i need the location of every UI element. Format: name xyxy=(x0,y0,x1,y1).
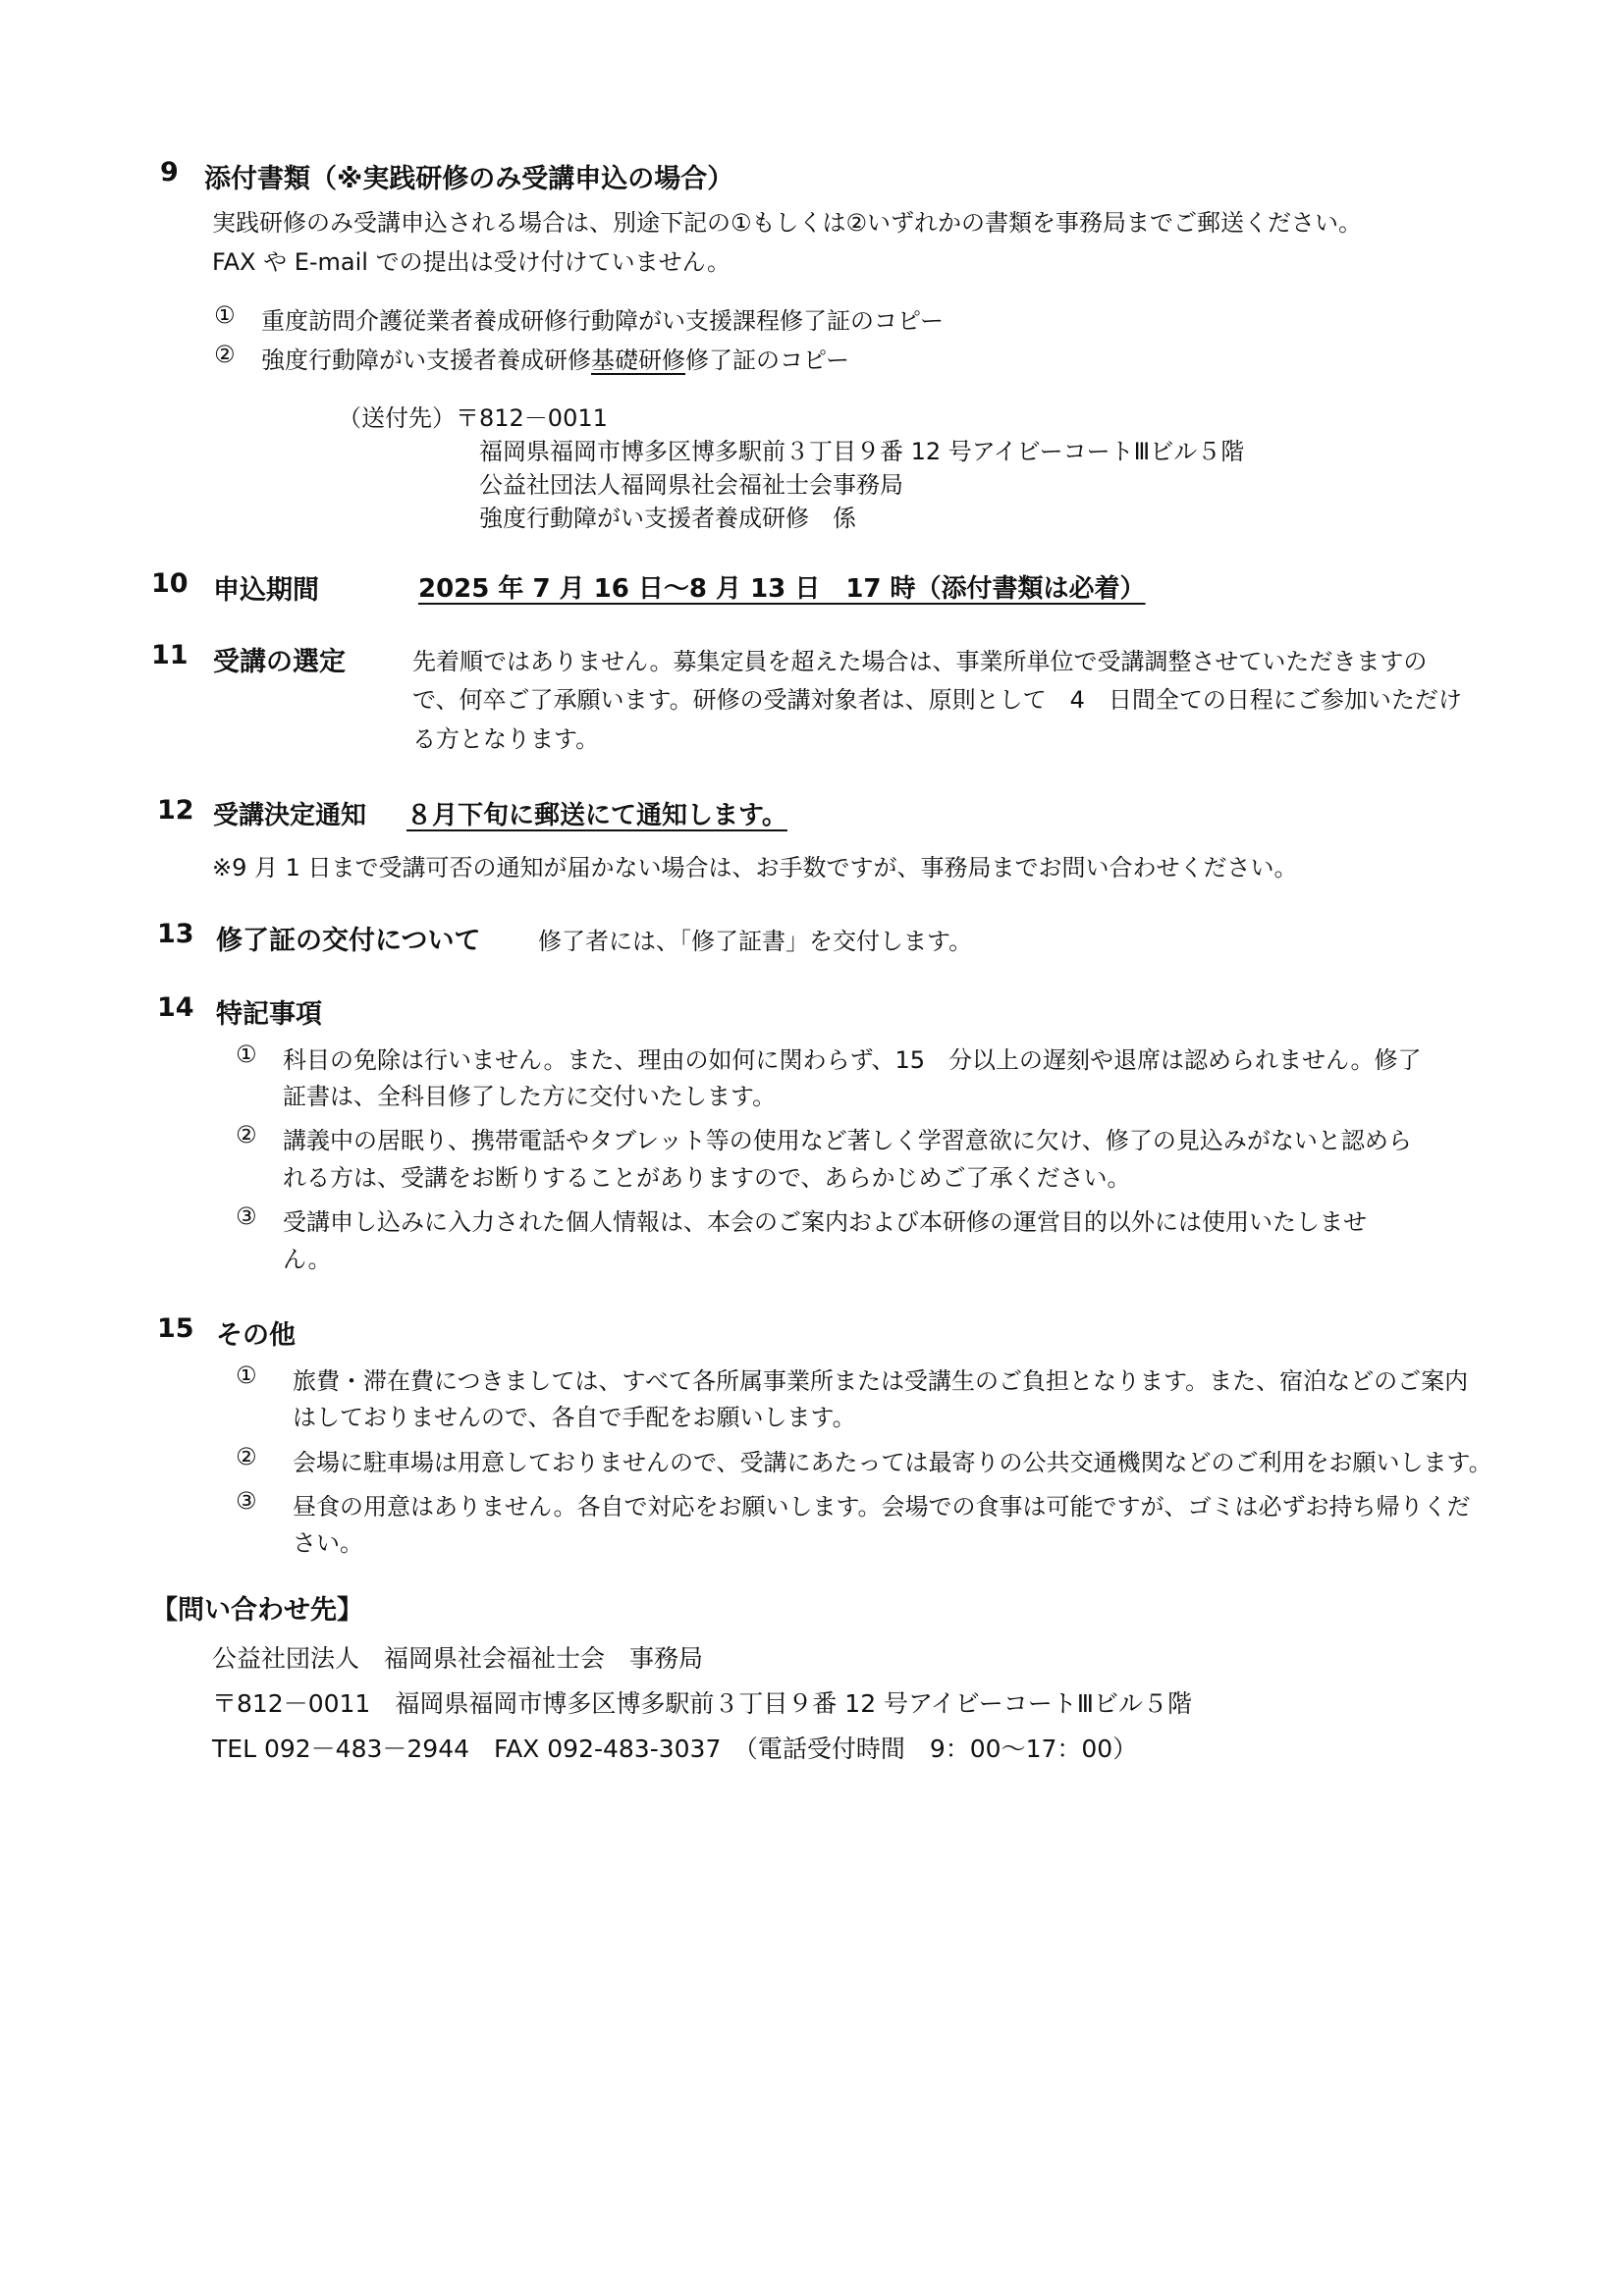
section-14-item-2-marker: ② xyxy=(236,1121,257,1148)
section-14-item-3-marker: ③ xyxy=(236,1202,257,1230)
contact-heading: 【問い合わせ先】 xyxy=(151,1595,363,1626)
section-11-number: 11 xyxy=(151,640,189,670)
contact-address: 〒812－0011 福岡県福岡市博多区博多駅前３丁目９番 12 号アイビーコートⅢビル５階 xyxy=(212,1689,1193,1718)
section-9-item-1-marker: ① xyxy=(214,301,236,329)
section-9-paragraph-2: FAX や E-mail での提出は受け付けていません。 xyxy=(212,248,731,276)
section-11-title: 受講の選定 xyxy=(213,647,346,677)
section-15-number: 15 xyxy=(157,1313,194,1344)
section-14-item-1-line-1: 科目の免除は行いません。また、理由の如何に関わらず、15 分以上の遅刻や退席は認められません。修了 xyxy=(283,1046,1422,1074)
section-9-number: 9 xyxy=(160,157,179,187)
notification-value: ８月下旬に郵送にて通知します。 xyxy=(406,801,787,830)
section-15-item-2-line-1: 会場に駐車場は用意しておりませんので、受講にあたっては最寄りの公共交通機関などのご利用をお願いします。 xyxy=(293,1449,1492,1476)
section-11-line-3: る方となります。 xyxy=(412,725,600,753)
section-9-title: 添付書類（※実践研修のみ受講申込の場合） xyxy=(204,164,734,194)
section-15-item-3-line-2: さい。 xyxy=(293,1529,363,1557)
section-12-title: 受講決定通知 xyxy=(213,801,367,830)
section-15-item-1-line-2: はしておりませんので、各自で手配をお願いします。 xyxy=(293,1404,856,1431)
section-13-text: 修了者には、「修了証書」を交付します。 xyxy=(538,928,973,955)
section-14-item-3-line-2: ん。 xyxy=(283,1246,332,1273)
section-15-item-2-marker: ② xyxy=(236,1443,257,1470)
section-9-item-2-text: 強度行動障がい支援者養成研修基礎研修修了証のコピー xyxy=(261,347,850,374)
section-14-item-2-line-1: 講義中の居眠り、携帯電話やタブレット等の使用など著しく学習意欲に欠け、修了の見込みがないと認めら xyxy=(283,1127,1412,1154)
section-15-item-1-line-1: 旅費・滞在費につきましては、すべて各所属事業所または受講生のご負担となります。また、宿泊などのご案内 xyxy=(293,1367,1469,1395)
section-11-line-1: 先着順ではありません。募集定員を超えた場合は、事業所単位で受講調整させていただきますの xyxy=(412,648,1428,675)
section-9-item-1-text: 重度訪問介護従業者養成研修行動障がい支援課程修了証のコピー xyxy=(261,307,945,335)
section-14-number: 14 xyxy=(157,992,194,1023)
send-to-attention: 強度行動障がい支援者養成研修 係 xyxy=(479,505,856,532)
section-13-number: 13 xyxy=(157,919,194,949)
section-15-item-3-line-1: 昼食の用意はありません。各自で対応をお願いします。会場での食事は可能ですが、ゴミは必ずお持ち帰りくだ xyxy=(293,1493,1471,1521)
section-14-item-3-line-1: 受講申し込みに入力された個人情報は、本会のご案内および本研修の運営目的以外には使用いたしませ xyxy=(283,1208,1367,1236)
section-10-number: 10 xyxy=(151,568,189,599)
section-15-item-1-marker: ① xyxy=(236,1362,257,1389)
section-12-number: 12 xyxy=(157,795,194,826)
contact-organization: 公益社団法人 福岡県社会福祉士会 事務局 xyxy=(212,1644,704,1673)
section-15-title: その他 xyxy=(216,1320,296,1351)
section-14-item-1-marker: ① xyxy=(236,1041,257,1068)
section-12-note: ※9 月 1 日まで受講可否の通知が届かない場合は、お手数ですが、事務局までお問い合わせください。 xyxy=(212,854,1298,881)
section-9-paragraph-1: 実践研修のみ受講申込される場合は、別途下記の①もしくは②いずれかの書類を事務局までご郵送ください。 xyxy=(212,209,1363,237)
section-15-item-3-marker: ③ xyxy=(236,1487,257,1515)
underlined-basic-training: 基礎研修 xyxy=(591,347,685,374)
application-period-value: 2025 年 7 月 16 日～8 月 13 日 17 時（添付書類は必着） xyxy=(418,574,1146,604)
send-to-address: 福岡県福岡市博多区博多駅前３丁目９番 12 号アイビーコートⅢビル５階 xyxy=(479,438,1245,465)
contact-phone-fax: TEL 092－483－2944 FAX 092-483-3037 （電話受付時間 9：00～17：00） xyxy=(212,1735,1138,1763)
section-14-title: 特記事項 xyxy=(216,999,322,1030)
section-14-item-2-line-2: れる方は、受講をお断りすることがありますので、あらかじめご了承ください。 xyxy=(283,1164,1131,1192)
send-to-label: （送付先）〒812－0011 xyxy=(338,404,608,432)
section-11-line-2: で、何卒ご了承願います。研修の受講対象者は、原則として 4 日間全ての日程にご参加いただけ xyxy=(412,686,1462,714)
section-10-title: 申込期間 xyxy=(213,575,319,606)
section-13-title: 修了証の交付について xyxy=(216,926,481,956)
send-to-organization: 公益社団法人福岡県社会福祉士会事務局 xyxy=(479,471,903,499)
section-9-item-2-marker: ② xyxy=(214,341,236,368)
section-14-item-1-line-2: 証書は、全科目修了した方に交付いたします。 xyxy=(283,1083,777,1110)
